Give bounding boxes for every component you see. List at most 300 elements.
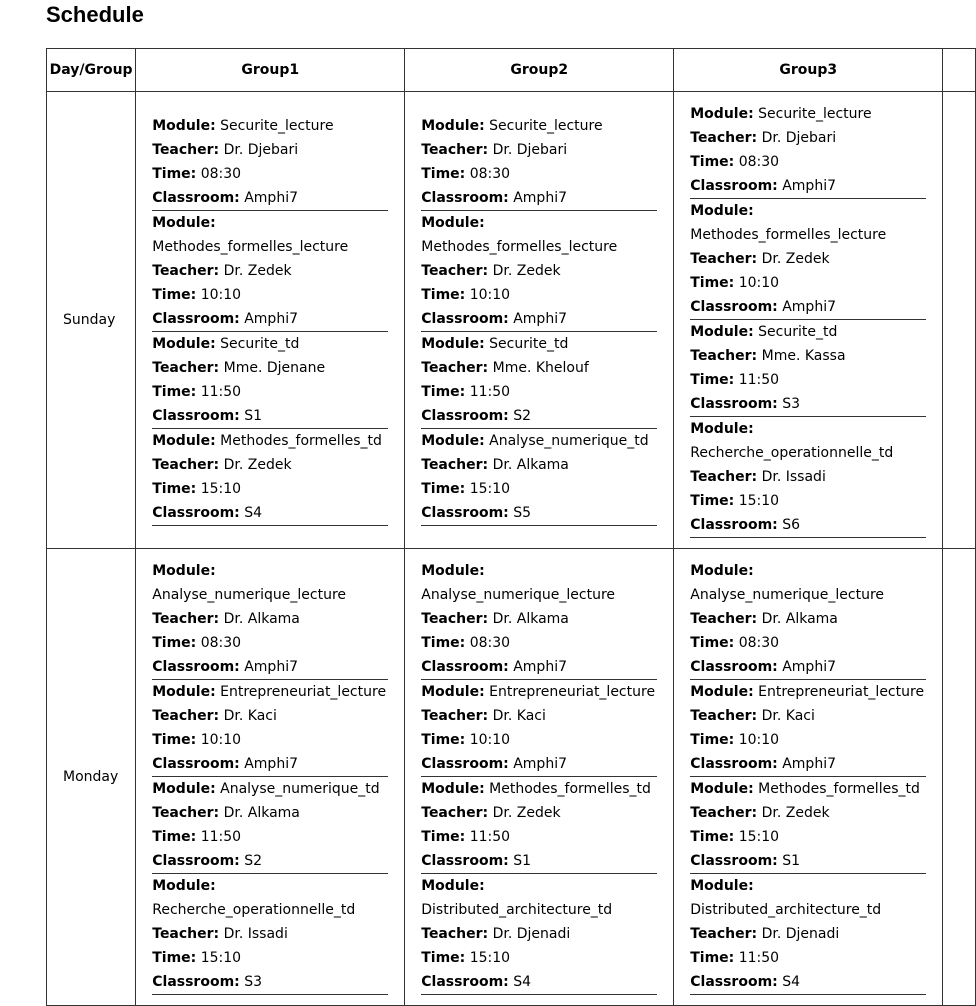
classroom-label: Classroom: xyxy=(421,853,509,869)
entry-classroom xyxy=(152,752,388,776)
time-label: Time: xyxy=(690,829,735,845)
time-label: Time: xyxy=(152,950,197,966)
entry-teacher xyxy=(421,356,657,380)
entry-time xyxy=(152,283,388,307)
teacher-value: Mme. Kassa xyxy=(761,348,846,364)
module-value: Entrepreneuriat_lecture xyxy=(489,684,656,700)
module-value: Analyse_numerique_lecture xyxy=(690,587,885,603)
teacher-label: Teacher: xyxy=(421,805,489,821)
classroom-value: S4 xyxy=(782,974,801,990)
module-label: Module: xyxy=(152,563,216,579)
classroom-label: Classroom: xyxy=(421,756,509,772)
time-value: 11:50 xyxy=(738,372,780,388)
entry-module xyxy=(421,429,657,453)
entry-module xyxy=(690,680,926,704)
teacher-label: Teacher: xyxy=(690,469,758,485)
time-value: 15:10 xyxy=(200,950,242,966)
module-value: Securite_lecture xyxy=(489,118,603,134)
module-value: Entrepreneuriat_lecture xyxy=(758,684,925,700)
entry-teacher xyxy=(690,465,926,489)
teacher-label: Teacher: xyxy=(690,130,758,146)
teacher-label: Teacher: xyxy=(421,708,489,724)
entry-classroom xyxy=(421,752,657,776)
time-label: Time: xyxy=(421,732,466,748)
entry-teacher xyxy=(152,704,388,728)
module-value: Securite_td xyxy=(489,336,569,352)
time-value: 11:50 xyxy=(200,829,242,845)
schedule-entry xyxy=(152,114,388,211)
module-label: Module: xyxy=(152,781,216,797)
header-group3: Group3 xyxy=(674,49,943,92)
classroom-value: S6 xyxy=(782,517,801,533)
entry-time xyxy=(421,825,657,849)
group-cell xyxy=(405,549,674,1006)
entry-time xyxy=(421,283,657,307)
time-value: 10:10 xyxy=(469,732,511,748)
module-label: Module: xyxy=(690,421,754,437)
module-label: Module: xyxy=(421,684,485,700)
schedule-entry xyxy=(421,429,657,526)
entry-time xyxy=(690,825,926,849)
entry-module xyxy=(690,417,926,465)
classroom-label: Classroom: xyxy=(690,756,778,772)
classroom-value: S1 xyxy=(244,408,263,424)
time-value: 10:10 xyxy=(469,287,511,303)
module-label: Module: xyxy=(152,433,216,449)
entry-time xyxy=(152,946,388,970)
time-label: Time: xyxy=(690,372,735,388)
module-value: Analyse_numerique_lecture xyxy=(421,587,616,603)
time-label: Time: xyxy=(690,493,735,509)
entry-teacher xyxy=(690,247,926,271)
entry-classroom xyxy=(421,501,657,525)
time-label: Time: xyxy=(690,154,735,170)
schedule-entry xyxy=(421,211,657,332)
time-value: 08:30 xyxy=(200,635,242,651)
classroom-value: Amphi7 xyxy=(782,178,836,194)
teacher-label: Teacher: xyxy=(690,926,758,942)
entry-teacher xyxy=(421,922,657,946)
time-label: Time: xyxy=(152,287,197,303)
module-value: Recherche_operationnelle_td xyxy=(152,902,356,918)
module-label: Module: xyxy=(690,878,754,894)
time-label: Time: xyxy=(421,384,466,400)
classroom-value: Amphi7 xyxy=(782,756,836,772)
classroom-value: Amphi7 xyxy=(513,756,567,772)
time-value: 11:50 xyxy=(738,950,780,966)
entry-classroom xyxy=(421,849,657,873)
entry-time xyxy=(152,825,388,849)
classroom-value: Amphi7 xyxy=(244,311,298,327)
entry-classroom xyxy=(690,655,926,679)
entry-module xyxy=(152,680,388,704)
teacher-value: Dr. Djebari xyxy=(223,142,299,158)
entry-teacher xyxy=(152,607,388,631)
teacher-label: Teacher: xyxy=(421,611,489,627)
entry-teacher xyxy=(690,704,926,728)
module-label: Module: xyxy=(690,203,754,219)
time-label: Time: xyxy=(421,950,466,966)
schedule-entry xyxy=(690,417,926,538)
entry-time xyxy=(690,489,926,513)
entry-classroom xyxy=(690,849,926,873)
entry-time xyxy=(152,162,388,186)
entry-classroom xyxy=(690,392,926,416)
time-value: 10:10 xyxy=(738,275,780,291)
teacher-label: Teacher: xyxy=(690,805,758,821)
teacher-value: Dr. Kaci xyxy=(761,708,815,724)
entry-teacher xyxy=(690,607,926,631)
teacher-label: Teacher: xyxy=(421,142,489,158)
entry-classroom xyxy=(421,186,657,210)
entry-classroom xyxy=(690,513,926,537)
teacher-value: Dr. Kaci xyxy=(492,708,546,724)
classroom-label: Classroom: xyxy=(152,974,240,990)
schedule-entry xyxy=(152,211,388,332)
time-value: 10:10 xyxy=(200,732,242,748)
time-value: 10:10 xyxy=(738,732,780,748)
entry-time xyxy=(690,150,926,174)
time-value: 15:10 xyxy=(738,829,780,845)
teacher-label: Teacher: xyxy=(152,926,220,942)
teacher-value: Dr. Zedek xyxy=(223,457,292,473)
classroom-label: Classroom: xyxy=(421,408,509,424)
teacher-value: Dr. Kaci xyxy=(223,708,277,724)
teacher-value: Dr. Issadi xyxy=(223,926,288,942)
entry-time xyxy=(421,162,657,186)
classroom-value: S4 xyxy=(513,974,532,990)
entry-teacher xyxy=(152,453,388,477)
module-label: Module: xyxy=(690,106,754,122)
teacher-value: Mme. Djenane xyxy=(223,360,326,376)
teacher-label: Teacher: xyxy=(152,263,220,279)
entry-module xyxy=(690,199,926,247)
entry-time xyxy=(152,631,388,655)
time-label: Time: xyxy=(421,166,466,182)
schedule-entry xyxy=(152,874,388,995)
header-row xyxy=(47,49,976,92)
entry-classroom xyxy=(421,970,657,994)
entry-teacher xyxy=(152,259,388,283)
teacher-label: Teacher: xyxy=(152,360,220,376)
time-label: Time: xyxy=(690,275,735,291)
module-label: Module: xyxy=(690,324,754,340)
entry-module xyxy=(421,559,657,607)
module-label: Module: xyxy=(690,684,754,700)
module-value: Securite_td xyxy=(220,336,300,352)
teacher-value: Dr. Zedek xyxy=(223,263,292,279)
module-label: Module: xyxy=(690,563,754,579)
entry-time xyxy=(421,380,657,404)
time-value: 08:30 xyxy=(200,166,242,182)
module-value: Recherche_operationnelle_td xyxy=(690,445,894,461)
schedule-entry xyxy=(421,777,657,874)
teacher-value: Dr. Djebari xyxy=(761,130,837,146)
header-group4 xyxy=(943,49,976,92)
entry-classroom xyxy=(152,655,388,679)
entry-classroom xyxy=(152,404,388,428)
day-cell: Sunday xyxy=(47,92,136,549)
classroom-label: Classroom: xyxy=(421,190,509,206)
teacher-label: Teacher: xyxy=(421,926,489,942)
entry-module xyxy=(152,332,388,356)
entry-teacher xyxy=(421,607,657,631)
entry-module xyxy=(690,777,926,801)
entry-module xyxy=(152,114,388,138)
module-value: Methodes_formelles_lecture xyxy=(690,227,887,243)
entry-classroom xyxy=(152,307,388,331)
entry-classroom xyxy=(152,970,388,994)
entry-time xyxy=(690,631,926,655)
entry-classroom xyxy=(152,501,388,525)
module-label: Module: xyxy=(421,563,485,579)
schedule-entry xyxy=(690,102,926,199)
entry-classroom xyxy=(690,295,926,319)
classroom-label: Classroom: xyxy=(690,299,778,315)
classroom-value: S1 xyxy=(782,853,801,869)
entry-time xyxy=(152,477,388,501)
schedule-entry xyxy=(421,680,657,777)
entry-module xyxy=(690,874,926,922)
entry-teacher xyxy=(421,259,657,283)
classroom-value: S3 xyxy=(782,396,801,412)
day-cell: Monday xyxy=(47,549,136,1006)
entry-teacher xyxy=(690,126,926,150)
entry-teacher xyxy=(690,922,926,946)
time-value: 15:10 xyxy=(200,481,242,497)
time-value: 11:50 xyxy=(469,829,511,845)
module-value: Analyse_numerique_td xyxy=(489,433,649,449)
module-value: Methodes_formelles_lecture xyxy=(152,239,349,255)
module-label: Module: xyxy=(421,336,485,352)
module-label: Module: xyxy=(152,684,216,700)
module-value: Distributed_architecture_td xyxy=(690,902,882,918)
teacher-label: Teacher: xyxy=(152,708,220,724)
teacher-value: Dr. Zedek xyxy=(492,805,561,821)
entry-time xyxy=(690,728,926,752)
entry-classroom xyxy=(152,186,388,210)
teacher-value: Mme. Khelouf xyxy=(492,360,589,376)
classroom-label: Classroom: xyxy=(421,659,509,675)
classroom-label: Classroom: xyxy=(152,756,240,772)
classroom-value: S1 xyxy=(513,853,532,869)
time-label: Time: xyxy=(152,829,197,845)
classroom-label: Classroom: xyxy=(152,505,240,521)
module-label: Module: xyxy=(152,878,216,894)
module-label: Module: xyxy=(421,781,485,797)
teacher-label: Teacher: xyxy=(152,142,220,158)
module-label: Module: xyxy=(152,118,216,134)
teacher-label: Teacher: xyxy=(690,611,758,627)
entry-module xyxy=(152,777,388,801)
group4-cell xyxy=(943,92,976,549)
schedule-entry xyxy=(690,680,926,777)
classroom-label: Classroom: xyxy=(690,974,778,990)
group4-cell xyxy=(943,549,976,1006)
teacher-label: Teacher: xyxy=(690,348,758,364)
entry-classroom xyxy=(690,752,926,776)
time-value: 11:50 xyxy=(469,384,511,400)
entry-module xyxy=(421,211,657,259)
time-value: 08:30 xyxy=(469,635,511,651)
header-group1: Group1 xyxy=(136,49,405,92)
entry-teacher xyxy=(152,138,388,162)
entry-time xyxy=(152,380,388,404)
module-value: Securite_lecture xyxy=(220,118,334,134)
module-label: Module: xyxy=(421,878,485,894)
schedule-entry xyxy=(152,429,388,526)
entry-teacher xyxy=(152,356,388,380)
schedule-table xyxy=(46,48,976,1006)
teacher-label: Teacher: xyxy=(152,805,220,821)
schedule-entry xyxy=(421,559,657,680)
entry-module xyxy=(152,211,388,259)
time-label: Time: xyxy=(421,829,466,845)
classroom-value: S2 xyxy=(244,853,263,869)
module-value: Analyse_numerique_td xyxy=(220,781,380,797)
schedule-entry xyxy=(421,874,657,995)
time-value: 08:30 xyxy=(469,166,511,182)
classroom-value: Amphi7 xyxy=(782,299,836,315)
entry-module xyxy=(421,874,657,922)
group-cell xyxy=(136,549,405,1006)
entry-module xyxy=(421,114,657,138)
entry-classroom xyxy=(152,849,388,873)
time-value: 08:30 xyxy=(738,154,780,170)
entry-teacher xyxy=(421,453,657,477)
time-label: Time: xyxy=(152,481,197,497)
classroom-value: Amphi7 xyxy=(244,659,298,675)
module-label: Module: xyxy=(690,781,754,797)
time-label: Time: xyxy=(690,732,735,748)
teacher-label: Teacher: xyxy=(152,611,220,627)
entry-module xyxy=(421,777,657,801)
entry-module xyxy=(152,429,388,453)
time-label: Time: xyxy=(152,166,197,182)
module-label: Module: xyxy=(421,118,485,134)
time-label: Time: xyxy=(690,635,735,651)
entry-classroom xyxy=(421,655,657,679)
time-label: Time: xyxy=(152,384,197,400)
entry-time xyxy=(421,946,657,970)
schedule-entry xyxy=(690,559,926,680)
group-cell xyxy=(674,92,943,549)
teacher-label: Teacher: xyxy=(152,457,220,473)
entry-teacher xyxy=(690,801,926,825)
module-label: Module: xyxy=(421,433,485,449)
schedule-entry xyxy=(152,680,388,777)
schedule-entry xyxy=(690,199,926,320)
teacher-value: Dr. Zedek xyxy=(492,263,561,279)
time-value: 15:10 xyxy=(738,493,780,509)
module-value: Securite_lecture xyxy=(758,106,872,122)
entry-classroom xyxy=(690,174,926,198)
classroom-label: Classroom: xyxy=(152,190,240,206)
teacher-label: Teacher: xyxy=(690,251,758,267)
entry-teacher xyxy=(421,801,657,825)
schedule-entry xyxy=(690,777,926,874)
time-label: Time: xyxy=(690,950,735,966)
teacher-value: Dr. Alkama xyxy=(761,611,838,627)
teacher-value: Dr. Issadi xyxy=(761,469,826,485)
module-value: Securite_td xyxy=(758,324,838,340)
entry-module xyxy=(690,559,926,607)
entry-time xyxy=(421,728,657,752)
entry-module xyxy=(690,320,926,344)
group-cell xyxy=(136,92,405,549)
entry-teacher xyxy=(152,922,388,946)
module-value: Methodes_formelles_td xyxy=(220,433,382,449)
time-label: Time: xyxy=(421,635,466,651)
classroom-label: Classroom: xyxy=(421,974,509,990)
entry-teacher xyxy=(421,704,657,728)
classroom-label: Classroom: xyxy=(152,311,240,327)
schedule-entry xyxy=(152,559,388,680)
time-value: 15:10 xyxy=(469,950,511,966)
entry-module xyxy=(421,680,657,704)
teacher-value: Dr. Alkama xyxy=(492,457,569,473)
classroom-label: Classroom: xyxy=(421,311,509,327)
schedule-entry xyxy=(690,874,926,995)
classroom-label: Classroom: xyxy=(152,659,240,675)
page-title: Schedule xyxy=(46,2,144,27)
classroom-value: Amphi7 xyxy=(513,659,567,675)
time-label: Time: xyxy=(152,635,197,651)
classroom-label: Classroom: xyxy=(152,408,240,424)
group-cell xyxy=(674,549,943,1006)
module-value: Methodes_formelles_td xyxy=(758,781,920,797)
table-row xyxy=(47,549,976,1006)
entry-time xyxy=(421,631,657,655)
schedule-entry xyxy=(152,332,388,429)
header-group2: Group2 xyxy=(405,49,674,92)
classroom-value: Amphi7 xyxy=(513,311,567,327)
classroom-label: Classroom: xyxy=(690,853,778,869)
classroom-value: Amphi7 xyxy=(782,659,836,675)
teacher-label: Teacher: xyxy=(421,263,489,279)
classroom-label: Classroom: xyxy=(690,178,778,194)
module-value: Methodes_formelles_lecture xyxy=(421,239,618,255)
entry-time xyxy=(690,368,926,392)
module-label: Module: xyxy=(421,215,485,231)
teacher-label: Teacher: xyxy=(690,708,758,724)
entry-module xyxy=(152,874,388,922)
classroom-value: Amphi7 xyxy=(513,190,567,206)
schedule-entry xyxy=(690,320,926,417)
teacher-label: Teacher: xyxy=(421,457,489,473)
classroom-value: S2 xyxy=(513,408,532,424)
classroom-label: Classroom: xyxy=(690,396,778,412)
entry-time xyxy=(421,477,657,501)
entry-classroom xyxy=(690,970,926,994)
teacher-value: Dr. Djenadi xyxy=(761,926,840,942)
entry-teacher xyxy=(421,138,657,162)
classroom-label: Classroom: xyxy=(421,505,509,521)
teacher-value: Dr. Alkama xyxy=(223,805,300,821)
teacher-value: Dr. Alkama xyxy=(223,611,300,627)
teacher-value: Dr. Djebari xyxy=(492,142,568,158)
entry-teacher xyxy=(152,801,388,825)
time-value: 15:10 xyxy=(469,481,511,497)
entry-classroom xyxy=(421,404,657,428)
module-value: Entrepreneuriat_lecture xyxy=(220,684,387,700)
module-value: Analyse_numerique_lecture xyxy=(152,587,347,603)
teacher-value: Dr. Zedek xyxy=(761,805,830,821)
header-day-group: Day/Group xyxy=(47,49,136,92)
entry-classroom xyxy=(421,307,657,331)
classroom-label: Classroom: xyxy=(152,853,240,869)
entry-module xyxy=(690,102,926,126)
